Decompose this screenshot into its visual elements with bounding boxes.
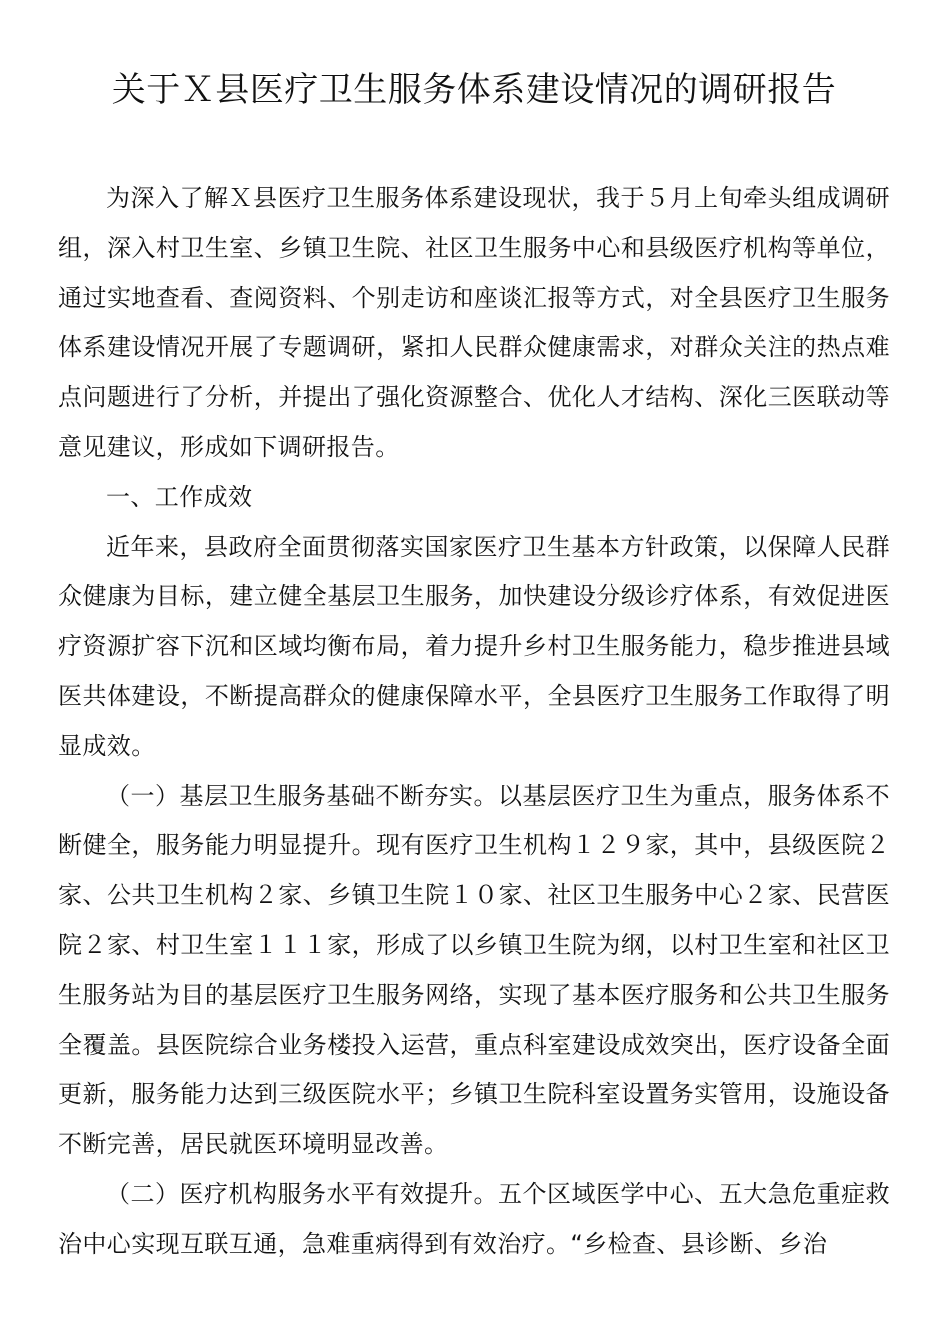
paragraph-achievements-overview: 近年来，县政府全面贯彻落实国家医疗卫生基本方针政策，以保障人民群众健康为目标，建立健全基层卫生服务，加快建设分级诊疗体系，有效促进医疗资源扩容下沉和区域均衡布局，着力提升乡村卫生服务能力，稳步推进县域医共体建设，不断提高群众的健康保障水平，全县医疗卫生服务工作取得了明显成效。 xyxy=(58,532,890,760)
paragraph-service-level: （二）医疗机构服务水平有效提升。五个区域医学中心、五大急危重症救治中心实现互联互通，急难重病得到有效治疗。“乡检查、县诊断、乡治 xyxy=(58,1179,890,1258)
paragraph-intro: 为深入了解Ｘ县医疗卫生服务体系建设现状，我于５月上旬牵头组成调研组，深入村卫生室、乡镇卫生院、社区卫生服务中心和县级医疗机构等单位，通过实地查看、查阅资料、个别走访和座谈汇报等方式，对全县医疗卫生服务体系建设情况开展了专题调研，紧扣人民群众健康需求，对群众关注的热点难点问题进行了分析，并提出了强化资源整合、优化人才结构、深化三医联动等意见建议，形成如下调研报告。 xyxy=(58,184,890,461)
paragraph-primary-care: （一）基层卫生服务基础不断夯实。以基层医疗卫生为重点，服务体系不断健全，服务能力明显提升。现有医疗卫生机构１２９家，其中，县级医院２家、公共卫生机构２家、乡镇卫生院１０家、社区卫生服务中心２家、民营医院２家、村卫生室１１１家，形成了以乡镇卫生院为纲，以村卫生室和社区卫生服务站为目的基层医疗卫生服务网络，实现了基本医疗服务和公共卫生服务全覆盖。县医院综合业务楼投入运营，重点科室建设成效突出，医疗设备全面更新，服务能力达到三级医院水平；乡镇卫生院科室设置务实管用，设施设备不断完善，居民就医环境明显改善。 xyxy=(58,781,890,1159)
section-heading-achievements: 一、工作成效 xyxy=(106,482,253,511)
document-title: 关于Ｘ县医疗卫生服务体系建设情况的调研报告 xyxy=(111,70,837,110)
